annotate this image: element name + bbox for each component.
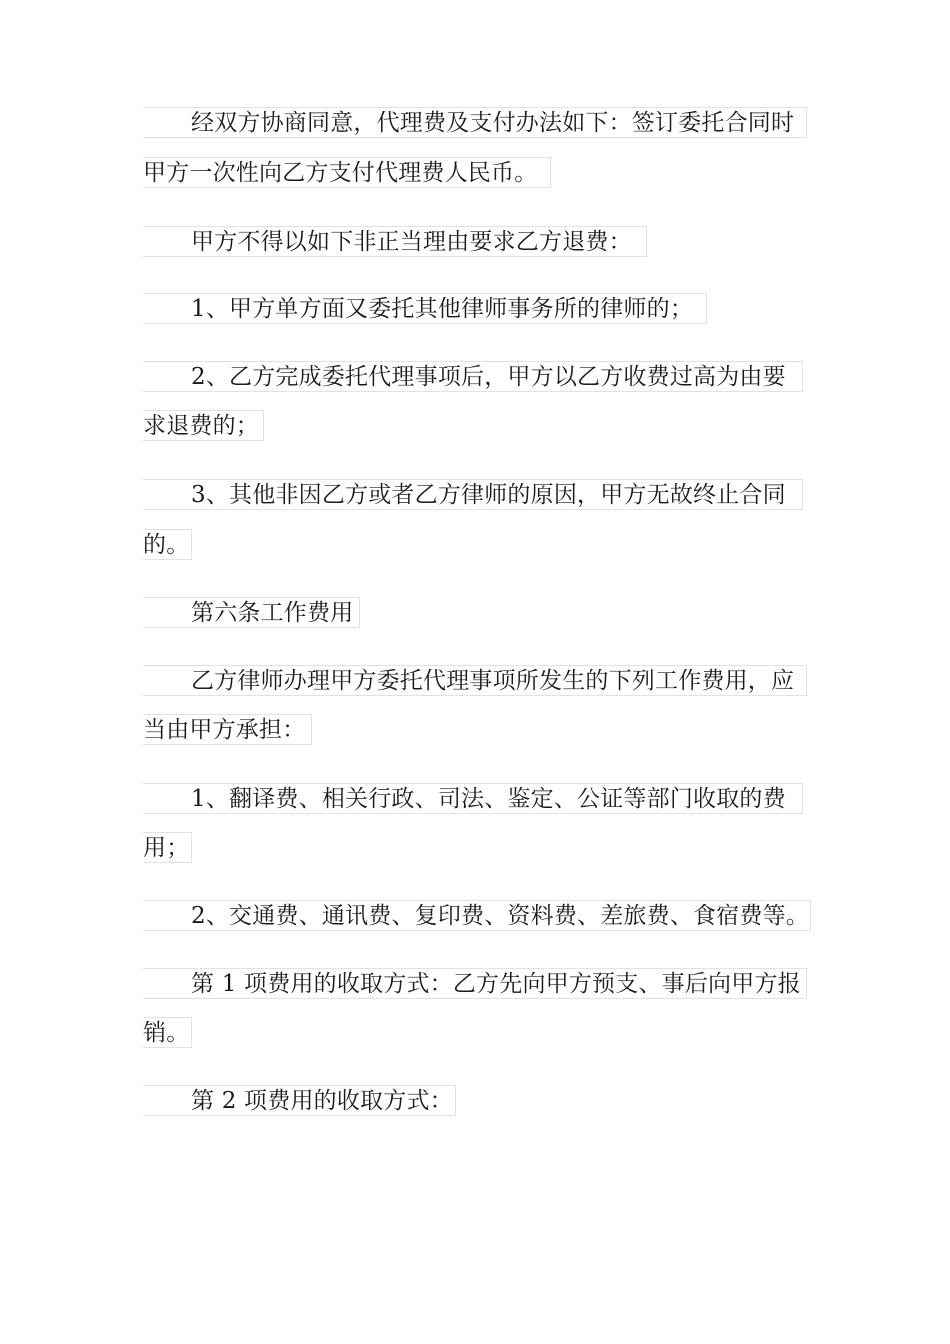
paragraph-line: 3、其他非因乙方或者乙方律师的原因，甲方无故终止合同: [143, 479, 803, 510]
paragraph-line: 用；: [143, 832, 192, 863]
paragraph-line: 第 1 项费用的收取方式：乙方先向甲方预支、事后向甲方报: [143, 968, 807, 999]
paragraph-line: 第 2 项费用的收取方式：: [143, 1085, 456, 1116]
paragraph-line: 乙方律师办理甲方委托代理事项所发生的下列工作费用，应: [143, 665, 807, 696]
paragraph-line: 的。: [143, 529, 192, 560]
paragraph-line: 1、甲方单方面又委托其他律师事务所的律师的；: [143, 293, 707, 324]
section-heading: 第六条工作费用: [143, 597, 360, 628]
paragraph-line: 甲方一次性向乙方支付代理费人民币。: [143, 157, 551, 188]
paragraph-line: 经双方协商同意，代理费及支付办法如下：签订委托合同时: [143, 107, 807, 138]
paragraph-line: 求退费的；: [143, 410, 264, 441]
paragraph-line: 甲方不得以如下非正当理由要求乙方退费：: [143, 226, 647, 257]
paragraph-line: 销。: [143, 1017, 192, 1048]
paragraph-line: 2、乙方完成委托代理事项后，甲方以乙方收费过高为由要: [143, 361, 803, 392]
paragraph-line: 1、翻译费、相关行政、司法、鉴定、公证等部门收取的费: [143, 783, 803, 814]
paragraph-line: 2、交通费、通讯费、复印费、资料费、差旅费、食宿费等。: [143, 900, 811, 931]
paragraph-line: 当由甲方承担：: [143, 714, 312, 745]
